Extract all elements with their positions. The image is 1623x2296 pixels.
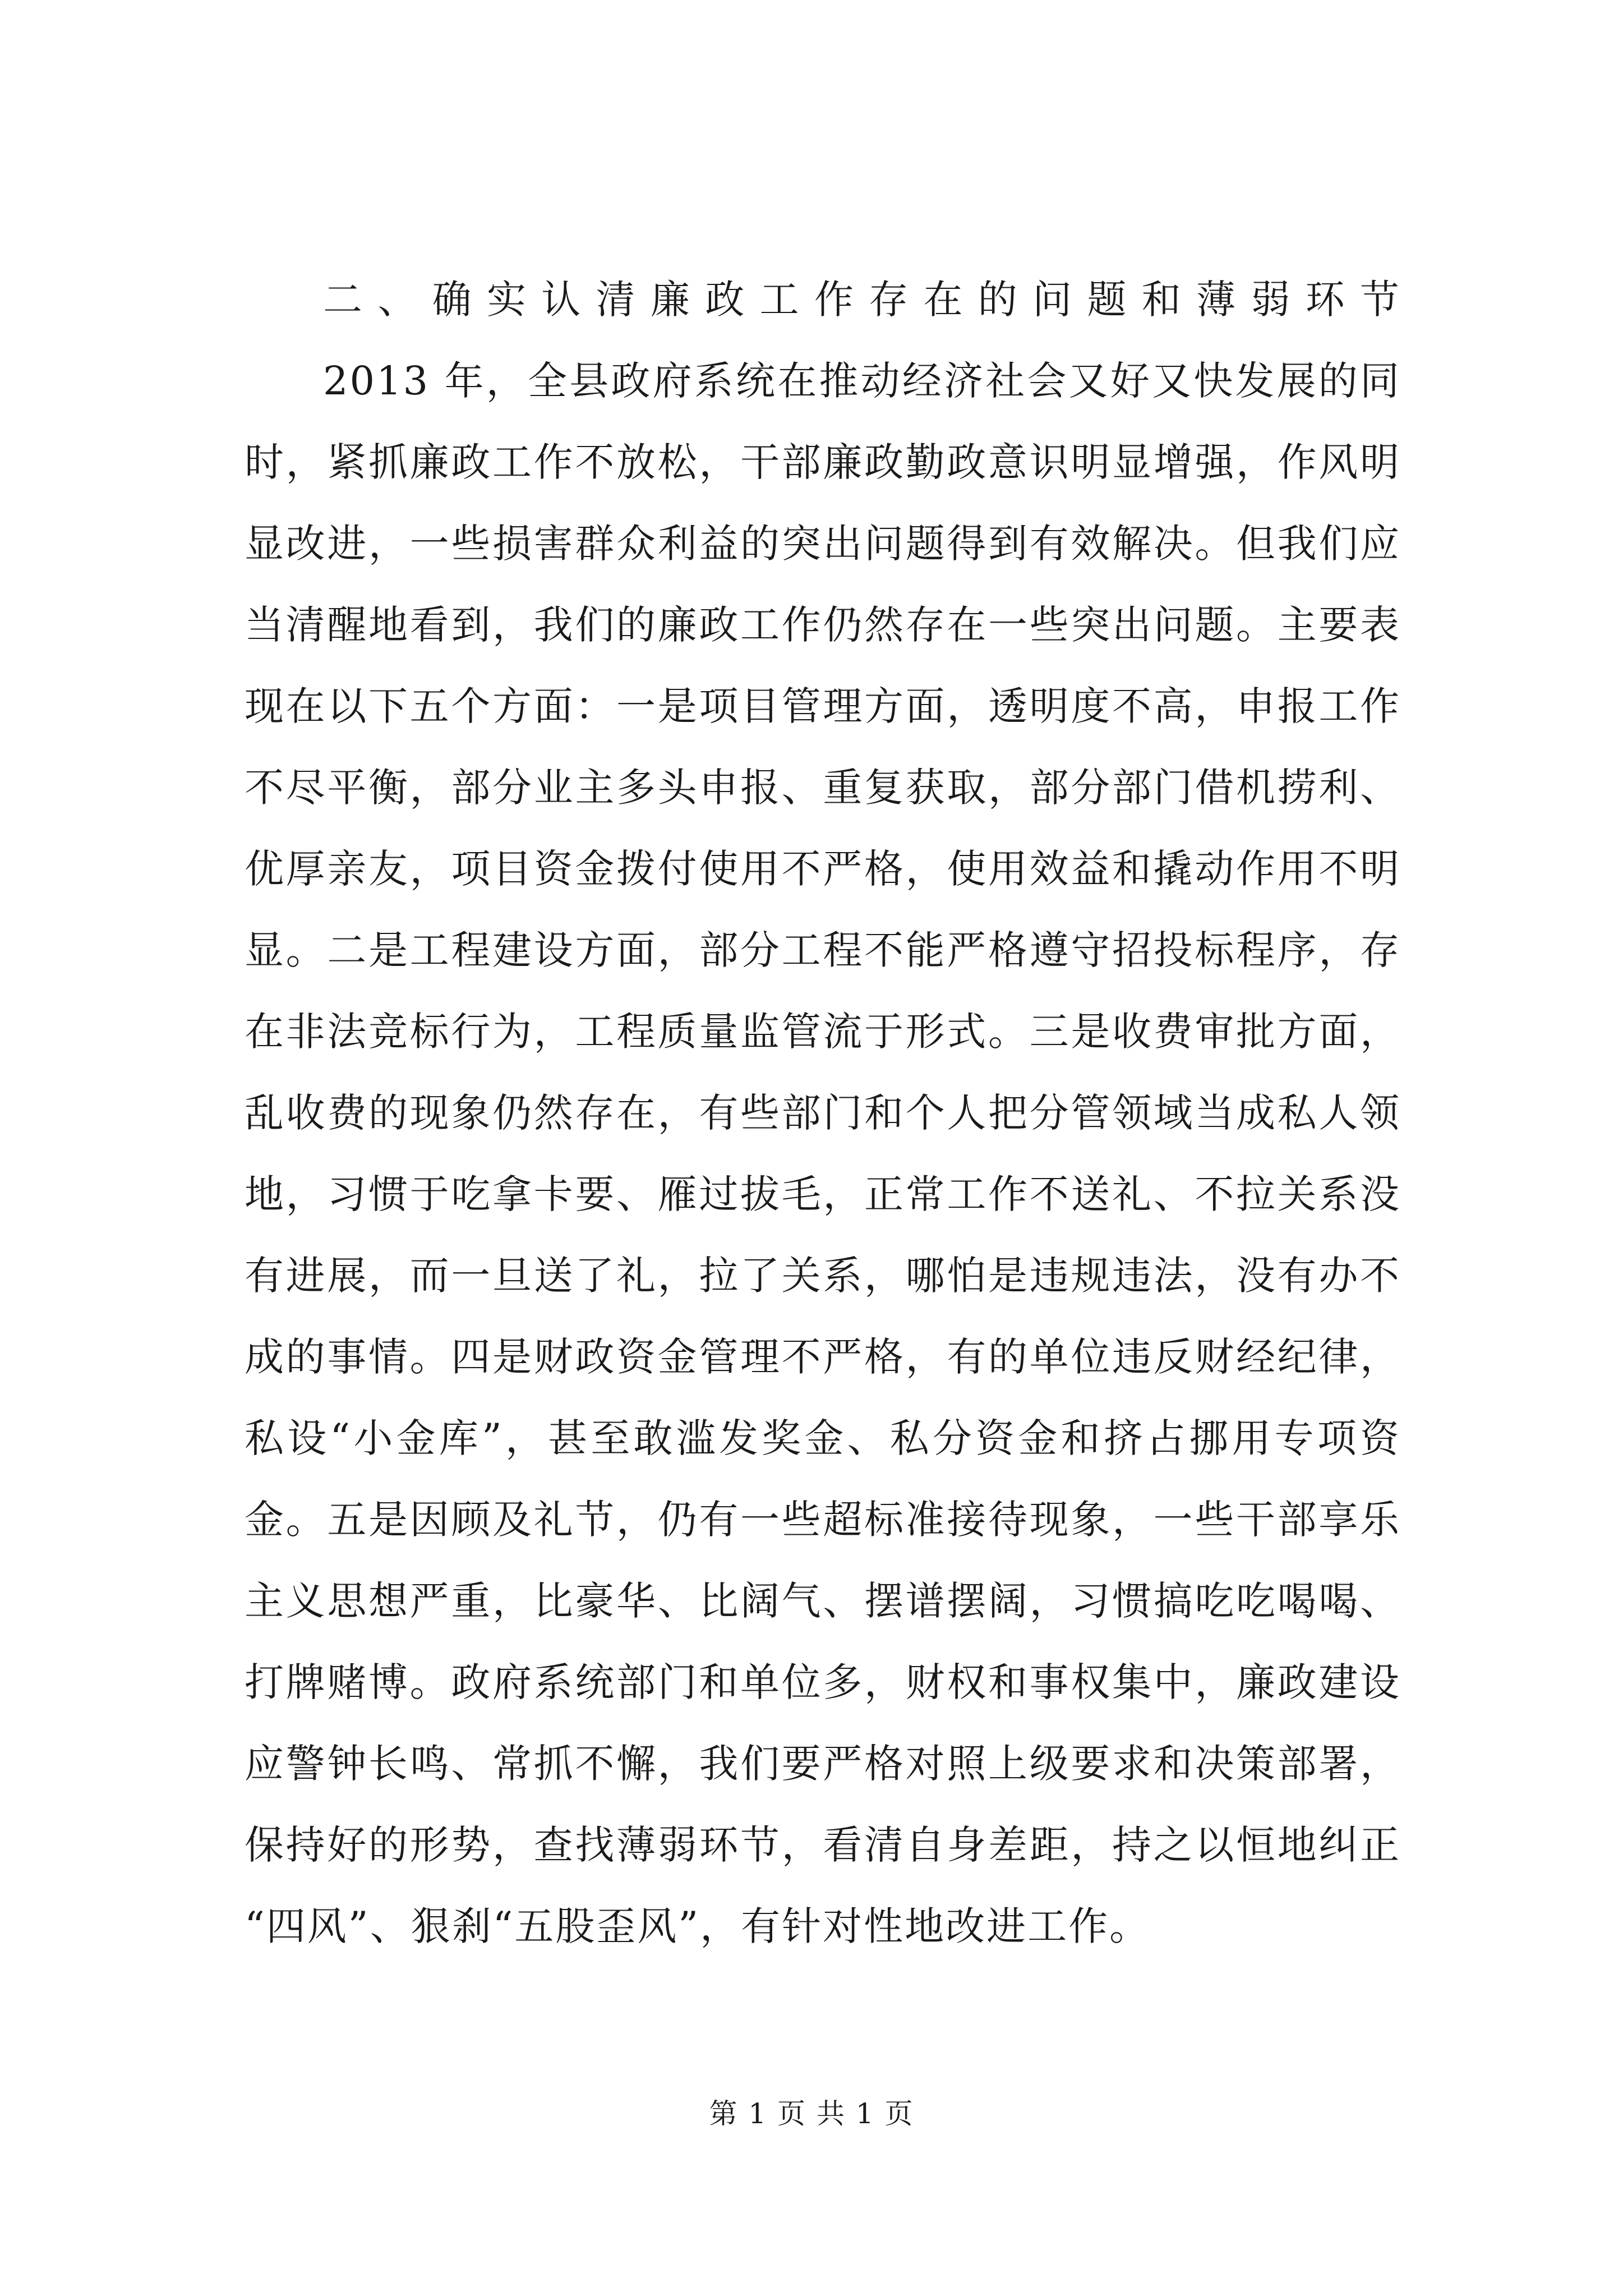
paragraph-line: 在非法竞标行为，工程质量监管流于形式。三是收费审批方面， <box>245 1009 1401 1055</box>
paragraph-line: 应警钟长鸣、常抓不懈，我们要严格对照上级要求和决策部署， <box>245 1741 1401 1787</box>
paragraph-line: 当清醒地看到，我们的廉政工作仍然存在一些突出问题。主要表 <box>245 602 1401 648</box>
paragraph-line: “四风”、狠刹“五股歪风”，有针对性地改进工作。 <box>245 1903 1151 1949</box>
paragraph-line: 乱收费的现象仍然存在，有些部门和个人把分管领域当成私人领 <box>245 1090 1401 1136</box>
paragraph-line: 有进展，而一旦送了礼，拉了关系，哪怕是违规违法，没有办不 <box>245 1253 1401 1299</box>
paragraph-line: 私设“小金库”，甚至敢滥发奖金、私分资金和挤占挪用专项资 <box>245 1415 1401 1461</box>
paragraph-line: 显。二是工程建设方面，部分工程不能严格遵守招投标程序，存 <box>245 927 1401 973</box>
paragraph-line: 优厚亲友，项目资金拨付使用不严格，使用效益和撬动作用不明 <box>245 846 1401 892</box>
paragraph-line: 显改进，一些损害群众利益的突出问题得到有效解决。但我们应 <box>245 521 1401 567</box>
page-number-footer: 第 1 页 共 1 页 <box>709 2097 914 2130</box>
paragraph-line: 打牌赌博。政府系统部门和单位多，财权和事权集中，廉政建设 <box>245 1659 1401 1705</box>
paragraph-line: 时，紧抓廉政工作不放松，干部廉政勤政意识明显增强，作风明 <box>245 439 1401 485</box>
section-heading: 二、确实认清廉政工作存在的问题和薄弱环节 <box>323 277 1401 323</box>
paragraph-line: 现在以下五个方面：一是项目管理方面，透明度不高，申报工作 <box>245 683 1401 729</box>
paragraph-line: 金。五是因顾及礼节，仍有一些超标准接待现象，一些干部享乐 <box>245 1497 1401 1543</box>
paragraph-line: 主义思想严重，比豪华、比阔气、摆谱摆阔，习惯搞吃吃喝喝、 <box>245 1578 1401 1624</box>
paragraph-line: 2013 年，全县政府系统在推动经济社会又好又快发展的同 <box>323 358 1401 404</box>
paragraph-line: 成的事情。四是财政资金管理不严格，有的单位违反财经纪律， <box>245 1334 1401 1380</box>
document-body <box>245 259 1401 1967</box>
paragraph-line: 地，习惯于吃拿卡要、雁过拔毛，正常工作不送礼、不拉关系没 <box>245 1171 1401 1217</box>
paragraph-line: 不尽平衡，部分业主多头申报、重复获取，部分部门借机捞利、 <box>245 765 1401 811</box>
paragraph-line: 保持好的形势，查找薄弱环节，看清自身差距，持之以恒地纠正 <box>245 1822 1401 1868</box>
